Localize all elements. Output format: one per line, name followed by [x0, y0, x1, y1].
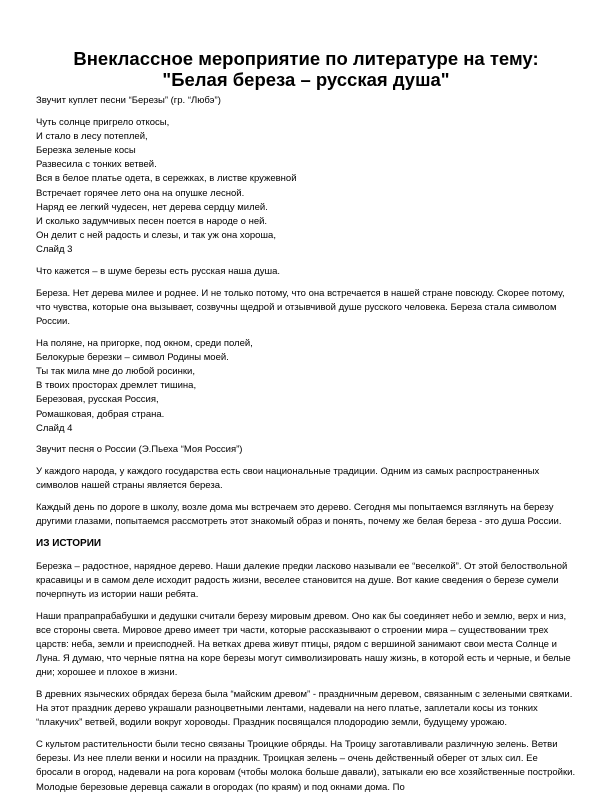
poem-line: Развесила с тонких ветвей. — [36, 159, 157, 171]
poem-line: Наряд ее легкий чудесен, нет дерева сердцу милей. — [36, 201, 268, 213]
traditions-paragraph: У каждого народа, у каждого государства есть свои национальные традиции. Одним из самых распространенных символов нашей страны является береза. — [36, 466, 540, 492]
poem-line: В твоих просторах дремлет тишина, — [36, 380, 197, 392]
intro-paragraph: Звучит куплет песни “Березы” (гр. “Любэ”) — [36, 95, 221, 106]
poem-line: Чуть солнце пригрело откосы, — [36, 116, 170, 128]
history-paragraph-2: Наши прапрапрабабушки и дедушки считали березу мировым древом. Оно как бы соединяет небо и землю, верх и низ, все стороны света. Мировое древо имеет три части, которые рассказывают о строении мира – существовании трех царств: неба, земли и преисподней. На ветках древа живут птицы, рядом с вершиной занимают свои места Солнце и Луна. Я думаю, что черные пятна на коре березы могут символизировать нашу жизнь, в которой есть и черные, и белые дни; хорошее и плохое в жизни. — [36, 610, 571, 679]
history-heading: ИЗ ИСТОРИИ — [36, 537, 102, 549]
page-title — [0, 48, 612, 90]
poem-line: Ты так мила мне до любой росинки, — [36, 366, 195, 378]
poem-line: Белокурые березки – символ Родины моей. — [36, 351, 229, 363]
poem-1 — [36, 116, 576, 258]
poem-line: Ромашковая, добрая страна. — [36, 408, 165, 420]
bereza-paragraph: Береза. Нет дерева милее и роднее. И не только потому, что она встречается в нашей стране повсюду. Скорее потому, что чувства, которые она вызывает, созвучны щедрой и отзывчивой душе русского человека. Береза стала символом России. — [36, 287, 565, 328]
poem-line: Он делит с ней радость и слезы, и так уж она хороша, — [36, 230, 276, 242]
poem-line: И сколько задумчивых песен поется в народе о ней. — [36, 216, 268, 228]
title-line-2: "Белая береза – русская душа" — [162, 69, 450, 90]
document-body — [36, 94, 576, 802]
title-line-1: Внеклассное мероприятие по литературе на тему: — [73, 48, 539, 69]
history-paragraph-1: Березка – радостное, нарядное дерево. Наши далекие предки ласково называли ее “веселкой”. От этой белоствольной красавицы и в самом деле исходит радость жизни, веселее становится на душе. Вот какие сведения о березе сумели почерпнуть из истории наши ребята. — [36, 560, 568, 601]
poem-line: Березовая, русская Россия, — [36, 394, 159, 406]
slide-label: Слайд 3 — [36, 244, 73, 256]
soul-paragraph: Что кажется – в шуме березы есть русская наша душа. — [36, 266, 281, 278]
poem-line: И стало в лесу потеплей, — [36, 130, 148, 142]
history-paragraph-4: С культом растительности были тесно связаны Троицкие обряды. На Троицу заготавливали различную зелень. Ветви березы. Из нее плели венки и носили на праздник. Троицкая зелень – очень действенный оберег от злых сил. Ее бросали в огород, надевали на рога коровам (чтобы молока больше давали), затыкали ею все хозяйственные постройки. Молодые березовые деревца сажали в огородах (по краям) и под окнами дома. По — [36, 739, 576, 793]
slide-label: Слайд 4 — [36, 422, 73, 434]
poem-2 — [36, 337, 576, 436]
school-paragraph: Каждый день по дороге в школу, возле дома мы встречаем это дерево. Сегодня мы попытаемся взглянуть на березу другими глазами, попытаемся рассмотреть этот знакомый образ и понять, почему же белая береза - это душа России. — [36, 501, 562, 528]
song-paragraph: Звучит песня о России (Э.Пьеха “Моя Россия”) — [36, 444, 243, 456]
poem-line: На поляне, на пригорке, под окном, среди полей, — [36, 337, 253, 349]
poem-line: Березка зеленые косы — [36, 145, 136, 156]
poem-line: Вся в белое платье одета, в сережках, в листве кружевной — [36, 173, 297, 185]
history-paragraph-3: В древних языческих обрядах береза была “майским древом” - праздничным деревом, связанным с зелеными святками. На этот праздник дерево украшали разноцветными лентами, надевали на него платье, заплетали косы из тонких “плакучих” ветвей, водили вокруг хороводы. Праздник посвящался плодородию земли, будущему урожаю. — [36, 689, 573, 729]
poem-line: Встречает горячее лето она на опушке лесной. — [36, 187, 245, 199]
